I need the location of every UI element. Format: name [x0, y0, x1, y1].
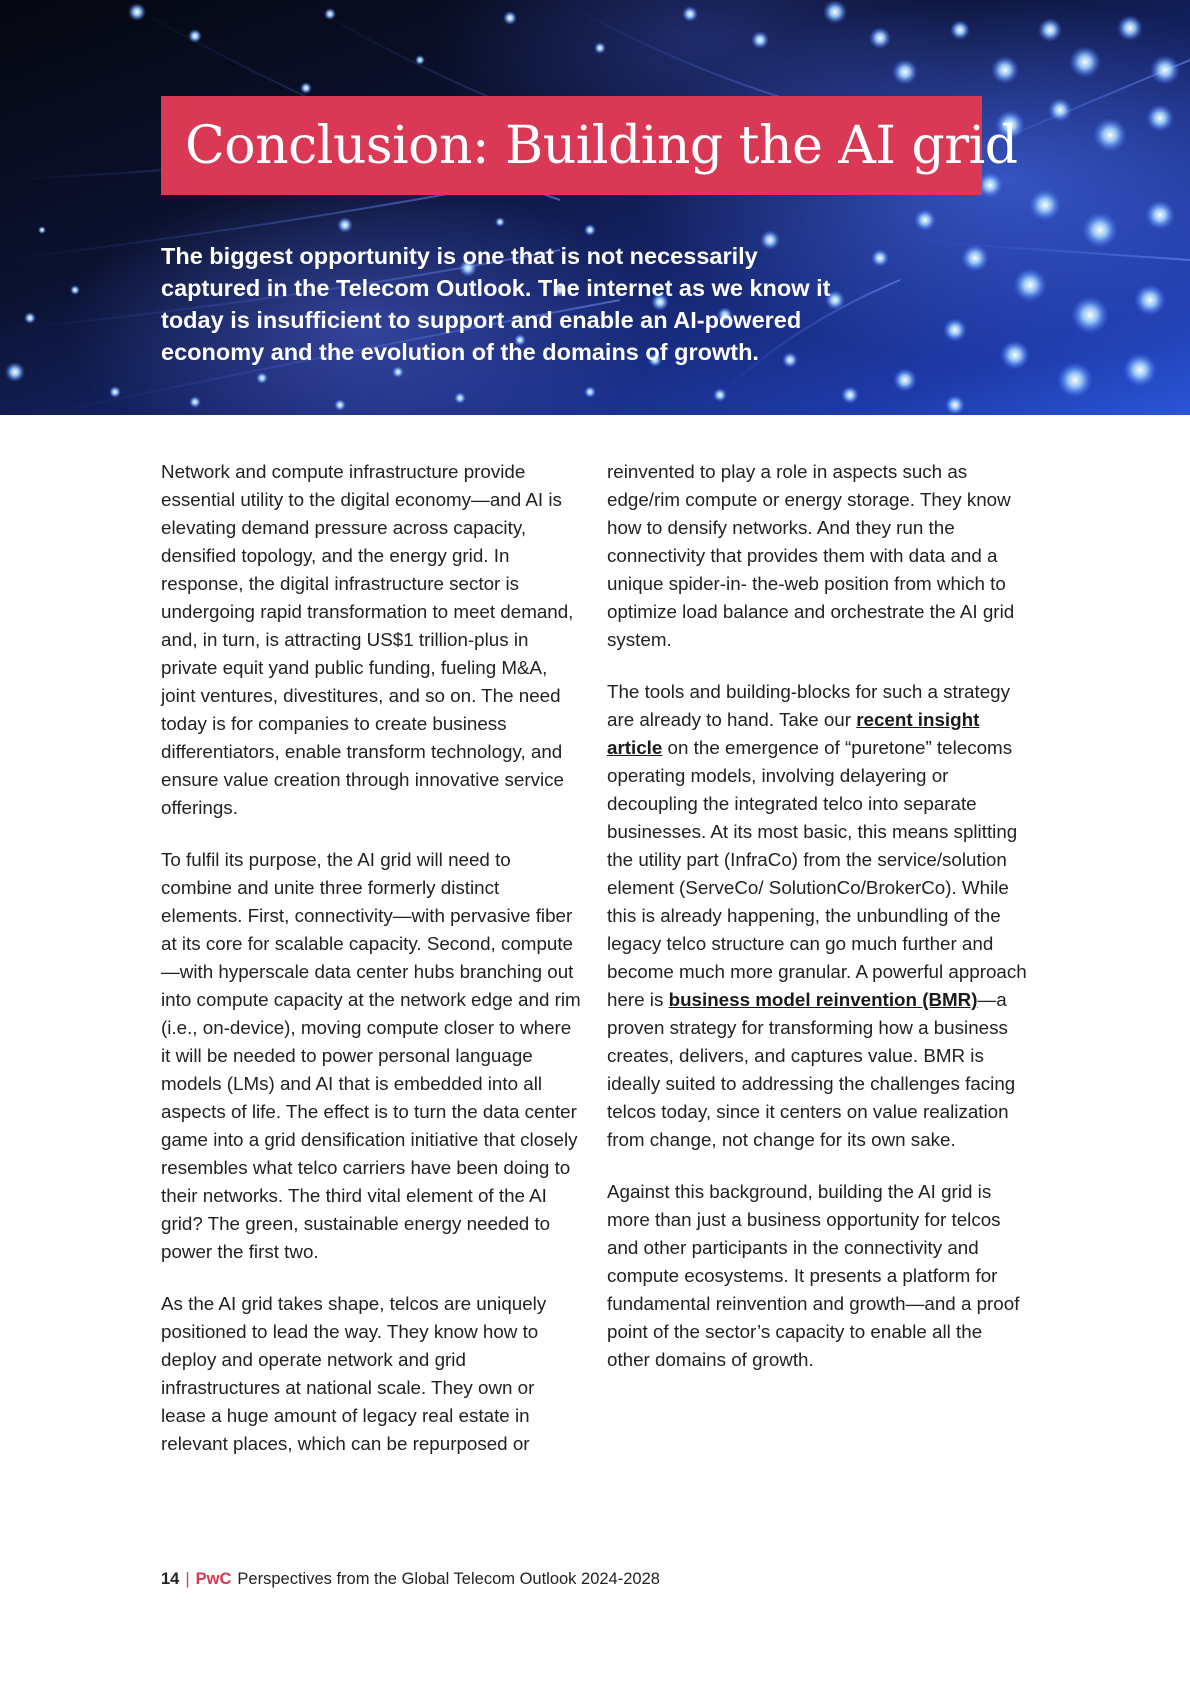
hero-banner — [0, 0, 1190, 415]
paragraph: As the AI grid takes shape, telcos are uniquely positioned to lead the way. They know how to deploy and operate network and grid infrastructures at national scale. They own or lease a huge amount of legacy real estate in relevant places, which can be repurposed or — [161, 1293, 547, 1454]
paragraph — [607, 678, 1027, 1154]
publication-title: Perspectives from the Global Telecom Outlook 2024-2028 — [237, 1570, 660, 1588]
paragraph: To fulfil its purpose, the AI grid will need to combine and unite three formerly distinct elements. First, connectivity—with pervasive fiber at its core for scalable capacity. Second, compute—with hyperscale data center hubs branching out into compute capacity at the network edge and rim (i.e., on-device), moving compute closer to where it will be needed to power personal language models (LMs) and AI that is embedded into all aspects of life. The effect is to turn the data center game into a grid densification initiative that closely resembles what telco carriers have been doing to their networks. The third vital element of the AI grid? The green, sustainable energy needed to power the first two. — [161, 849, 581, 1262]
page-number: 14 — [161, 1570, 180, 1588]
paragraph-text: The tools and building-blocks for such a strategy are already to hand. Take our — [607, 681, 1010, 730]
business-model-reinvention-link[interactable]: business model reinvention (BMR) — [668, 989, 978, 1010]
page-title: Conclusion: Building the AI grid — [185, 115, 1018, 176]
right-column — [607, 458, 1027, 1398]
paragraph: reinvented to play a role in aspects such as edge/rim compute or energy storage. They know how to densify networks. And they run the connectivity that provides them with data and a unique spider-in- the-web position from which to optimize load balance and orchestrate the AI grid system. — [607, 461, 1015, 650]
paragraph-text: —a proven strategy for transforming how a business creates, delivers, and captures value. BMR is ideally suited to addressing the challenges facing telcos today, since it centers on value realization from change, not change for its own sake. — [607, 989, 1016, 1150]
intro-lede: The biggest opportunity is one that is not necessarily captured in the Telecom Outlook. The internet as we know it today is insufficient to support and enable an AI-powered economy and the evolution of the domains of growth. — [161, 243, 831, 365]
paragraph: Network and compute infrastructure provide essential utility to the digital economy—and AI is elevating demand pressure across capacity, densified topology, and the energy grid. In response, the digital infrastructure sector is undergoing rapid transformation to meet demand, and, in turn, is attracting US$1 trillion-plus in private equit yand public funding, fueling M&A, joint ventures, divestitures, and so on. The need today is for companies to create business differentiators, enable transform technology, and ensure value creation through innovative service offerings. — [161, 461, 574, 818]
brand-name: PwC — [195, 1570, 232, 1588]
paragraph-text: on the emergence of “puretone” telecoms operating models, involving delayering or decoupling the integrated telco into separate businesses. At its most basic, this means splitting the utility part (InfraCo) from the service/solution element (ServeCo/ SolutionCo/BrokerCo). While this is already happening, the unbundling of the legacy telco structure can go much further and become much more granular. A powerful approach here is — [607, 737, 1027, 1010]
left-column — [161, 458, 581, 1482]
title-banner — [161, 96, 1018, 195]
recent-insight-article-link[interactable]: recent insight article — [607, 709, 980, 758]
page-footer — [161, 1570, 660, 1589]
footer-separator: | — [185, 1570, 190, 1588]
paragraph: Against this background, building the AI grid is more than just a business opportunity for telcos and other participants in the connectivity and compute ecosystems. It presents a platform for fundamental reinvention and growth—and a proof point of the sector’s capacity to enable all the other domains of growth. — [607, 1181, 1020, 1370]
